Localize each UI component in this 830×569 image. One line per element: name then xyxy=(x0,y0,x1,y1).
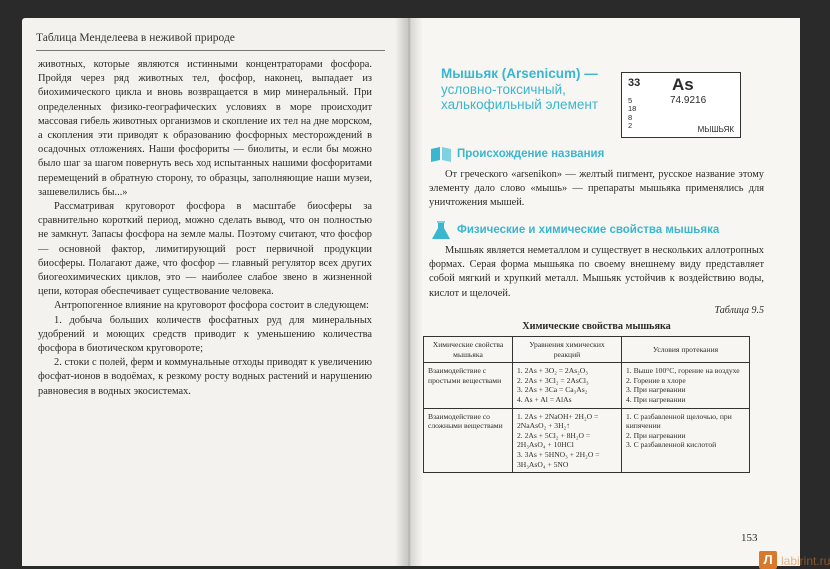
title-line: халькофильный элемент xyxy=(441,97,598,112)
condition: 1. Выше 100°C, горение на воздухе xyxy=(626,366,740,376)
table-cell xyxy=(622,408,750,473)
element-title xyxy=(441,66,611,112)
table-header: Уравнения химических реакций xyxy=(513,337,622,363)
equation: 1. 2As + 3O₂ = 2As₂O₃ xyxy=(517,366,588,376)
paragraph: 2. стоки с полей, ферм и коммунальные отходы приводят к увеличению фосфат-ионов в водоёмах, к резкому росту водных растений и нарушению равновесия в водных экосистемах. xyxy=(38,357,372,397)
title-line: условно-токсичный, xyxy=(441,82,566,97)
condition: 2. Горение в хлоре xyxy=(626,375,686,385)
equation: 3. 3As + 5HNO₃ + 2H₂O = 3H₃AsO₄ + 5NO xyxy=(517,449,600,469)
section-title: Происхождение названия xyxy=(457,148,605,160)
equation: 3. 2As + 3Ca = Ca₃As₂ xyxy=(517,385,588,395)
condition: 2. При нагревании xyxy=(626,430,686,440)
equation: 2. 2As + 3Cl₂ = 2AsCl₃ xyxy=(517,375,589,385)
section-title: Физические и химические свойства мышьяка xyxy=(457,224,720,236)
electron-shells xyxy=(628,97,636,131)
condition: 3. С разбавленной кислотой xyxy=(626,440,717,450)
running-head: Таблица Менделеева в неживой природе xyxy=(36,32,235,44)
origin-text xyxy=(429,168,764,211)
table-row xyxy=(424,363,750,408)
table-row xyxy=(424,408,750,473)
paragraph: животных, которые являются истинными концентраторами фосфора. Пройдя через ряд животных тел, фосфор, наконец, выпадает из биохимического цикла и вновь возвращается в мир минеральный. При определенных физико-географических условиях в море происходит массовая гибель животных организмов и скопление их тел на дне морском, а скопления эти приводят к образованию фосфорных месторождений в осадочных отложениях. Наши фосфориты — биолиты, и если бы можно было шаг за шагом повернуть весь ход испытанных нашими фосфоритами перемещений в обратную сторону, то образцы, заполняющие наши музеи, зашевелились бы...» xyxy=(38,59,372,198)
equation: 4. As + Al = AlAs xyxy=(517,394,572,404)
element-symbol: As xyxy=(672,75,694,94)
labirint-logo: Л xyxy=(759,551,777,569)
left-page-text xyxy=(38,58,372,399)
table-cell xyxy=(622,363,750,408)
properties-table xyxy=(423,336,750,473)
table-cell xyxy=(513,363,622,408)
paragraph: Мышьяк является неметаллом и существует в нескольких аллотропных формах. Серая форма мышьяка по своему внешнему виду представляет собой мягкий и хрупкий металл. Мышьяк устойчив к воздействию воды, кислот и щелочей. xyxy=(429,245,764,299)
table-cell xyxy=(513,408,622,473)
right-page xyxy=(407,18,830,568)
paragraph: От греческого «arsenikon» — желтый пигмент, русское название этому элементу дало слово «мышь» — препараты мышьяка применялись для уничтожения мышей. xyxy=(429,169,764,209)
table-header: Химические свойства мышьяка xyxy=(424,337,513,363)
atomic-mass: 74.9216 xyxy=(670,95,707,106)
element-card xyxy=(621,72,741,138)
shell-value: 18 xyxy=(628,104,637,114)
table-header: Условия протекания xyxy=(622,337,750,363)
shell-value: 2 xyxy=(628,121,633,131)
properties-text xyxy=(429,244,764,301)
condition: 3. При нагревании xyxy=(626,385,686,395)
table-cell: Взаимодействие с простыми веществами xyxy=(424,363,513,408)
table-caption: Химические свойства мышьяка xyxy=(522,321,671,332)
atomic-number: 33 xyxy=(628,77,641,89)
watermark: labirint.ru xyxy=(781,554,830,568)
page-number: 153 xyxy=(741,532,758,544)
book-icon xyxy=(429,145,453,163)
shell-value: 5 xyxy=(628,96,633,105)
equation: 2. 2As + 5Cl₂ + 8H₂O = 2H₃AsO₄ + 10HCl xyxy=(517,430,591,450)
condition: 4. При нагревании xyxy=(626,394,686,404)
table-cell: Взаимодействие со сложными веществами xyxy=(424,408,513,473)
paragraph: Рассматривая круговорот фосфора в масштабе биосферы за сравнительно короткий период, можно сделать вывод, что он полностью не замкнут. Запасы фосфора на земле малы. Поэтому считают, что фосфор — основной фактор, лимитирующий рост первичной продукции биосферы. Полагают даже, что фосфор — главный регулятор всех других биогеохимических циклов, это — наиболее слабое звено в жизненной цепи, которая обеспечивает существование человека. xyxy=(38,201,372,298)
flask-icon xyxy=(429,221,453,241)
title-line: Мышьяк (Arsenicum) — xyxy=(441,66,598,81)
paragraph: Антропогенное влияние на круговорот фосфора состоит в следующем: xyxy=(54,300,369,312)
table-header-row xyxy=(424,337,750,363)
element-name: МЫШЬЯК xyxy=(697,125,734,134)
equation: 1. 2As + 2NaOH+ 2H₂O = 2NaAsO₂ + 3H₂↑ xyxy=(517,411,599,431)
header-rule xyxy=(36,50,385,51)
condition: 1. С разбавленной щелочью, при кипячении xyxy=(626,411,732,431)
left-page xyxy=(22,18,407,566)
shell-value: 8 xyxy=(628,112,633,122)
table-number: Таблица 9.5 xyxy=(714,305,764,316)
paragraph: 1. добыча больших количеств фосфатных руд для минеральных удобрений и моющих средств приводит к уменьшению количества фосфора в биотическом круговороте; xyxy=(38,314,372,355)
